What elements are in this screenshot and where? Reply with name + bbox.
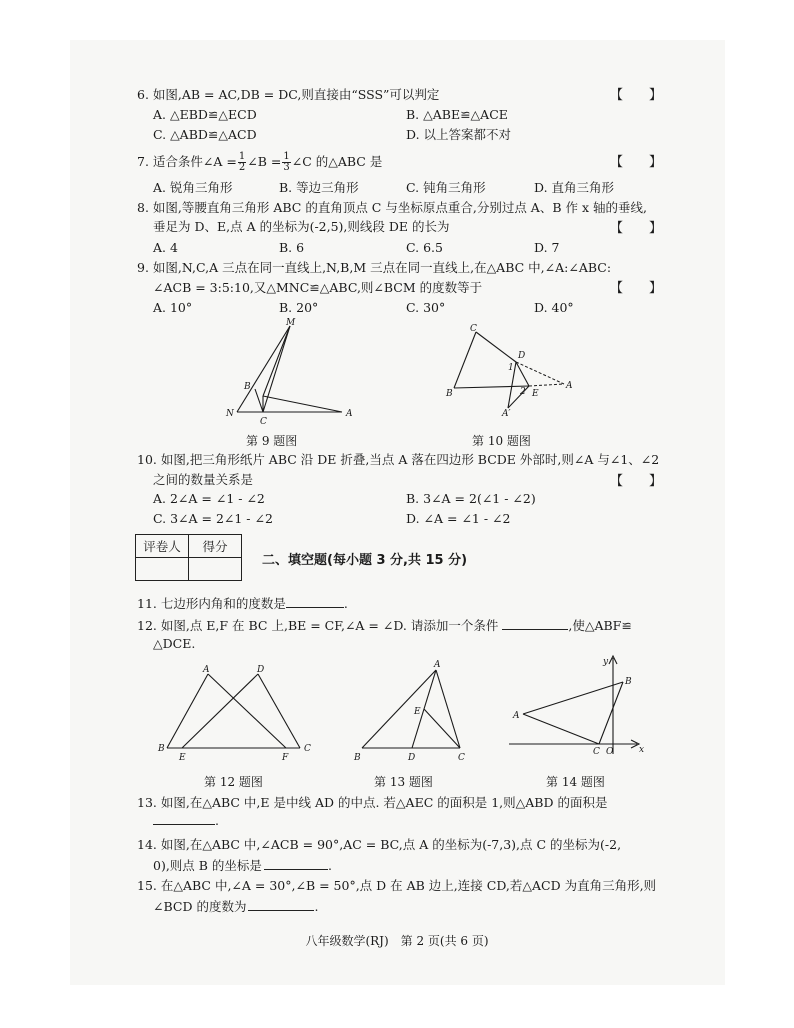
frac-denominator: 3 [283, 162, 290, 173]
q10-option-d: D. ∠A = ∠1 - ∠2 [406, 511, 511, 526]
q6-stem: 6. 如图,AB = AC,DB = DC,则直接由“SSS”可以判定 [137, 87, 440, 102]
figure-9 [220, 316, 360, 426]
fig14-label: x [639, 745, 645, 755]
frac-denominator: 2 [238, 162, 246, 173]
fig9-label: N [226, 409, 234, 419]
q7-option-b: B. 等边三角形 [279, 180, 359, 195]
q7-stem [137, 152, 382, 173]
q7-stem-part: ∠C 的△ABC 是 [291, 154, 383, 169]
q9-line2: ∠ACB = 3:5:10,又△MNC≌△ABC,则∠BCM 的度数等于 [153, 280, 483, 295]
fig14-label: B [625, 677, 632, 687]
q10-line1: 10. 如图,把三角形纸片 ABC 沿 DE 折叠,当点 A 落在四边形 BCDE 外部时,则∠A 与∠1、∠2 [137, 452, 660, 467]
fig13-label: A [434, 660, 441, 670]
q7-stem-part: ∠B = [247, 154, 282, 169]
q8-option-b: B. 6 [279, 240, 305, 255]
fig13-label: E [414, 707, 421, 717]
fig9-label: C [260, 417, 267, 426]
q11 [137, 595, 348, 612]
q11-text: 11. 七边形内角和的度数是 [137, 596, 286, 611]
fig14-label: A [513, 711, 520, 721]
q10-option-b: B. 3∠A = 2(∠1 - ∠2) [406, 491, 536, 506]
q7-stem-part: 7. 适合条件∠A = [137, 154, 237, 169]
q12-answer-blank[interactable] [502, 617, 568, 630]
q15-text: ∠BCD 的度数为 [153, 899, 247, 914]
fig14-label: y [603, 657, 609, 667]
section-2-title: 二、填空题(每小题 3 分,共 15 分) [262, 553, 468, 568]
reviewer-header: 评卷人 [136, 535, 189, 558]
score-table [135, 534, 242, 581]
fig12-label: C [304, 744, 311, 754]
fig12-label: A [203, 665, 210, 675]
q14-text: 0),则点 B 的坐标是 [153, 858, 262, 873]
q7-option-d: D. 直角三角形 [534, 180, 615, 195]
q13-answer-blank[interactable] [153, 812, 215, 825]
q6-option-a: A. △EBD≌△ECD [153, 107, 257, 122]
q9-answer-bracket: 【 】 [610, 281, 663, 296]
q7-answer-bracket: 【 】 [610, 155, 663, 170]
fig12-label: B [158, 744, 165, 754]
fig12-caption: 第 12 题图 [204, 775, 263, 789]
q14-line1: 14. 如图,在△ABC 中,∠ACB = 90°,AC = BC,点 A 的坐标为(-7,3),点 C 的坐标为(-2, [137, 837, 622, 852]
q12-line2: △DCE. [153, 636, 196, 651]
q14-end: . [327, 858, 332, 873]
q9-line1: 9. 如图,N,C,A 三点在同一直线上,N,B,M 三点在同一直线上,在△ABC 中,∠A:∠ABC: [137, 260, 612, 275]
q9-option-d: D. 40° [534, 300, 574, 315]
q12-line1 [137, 617, 632, 634]
fig9-label: A [346, 409, 353, 419]
fig10-label: A′ [502, 409, 511, 419]
q11-answer-blank[interactable] [286, 595, 344, 608]
q13-line1: 13. 如图,在△ABC 中,E 是中线 AD 的中点. 若△AEC 的面积是 1,则△ABD 的面积是 [137, 795, 608, 810]
frac-numerator: 1 [283, 151, 290, 162]
fig14-label: C [593, 747, 600, 757]
q15-line1: 15. 在△ABC 中,∠A = 30°,∠B = 50°,点 D 在 AB 边上,连接 CD,若△ACD 为直角三角形,则 [137, 878, 657, 893]
fig10-label: D [518, 351, 526, 361]
q12-text: 12. 如图,点 E,F 在 BC 上,BE = CF,∠A = ∠D. 请添加一个条件 [137, 618, 499, 633]
page-footer: 八年级数学(RJ) 第 2 页(共 6 页) [305, 934, 489, 948]
q10-answer-bracket: 【 】 [610, 474, 663, 489]
q13-end: . [215, 813, 219, 828]
fig9-caption: 第 9 题图 [246, 434, 298, 448]
fig9-label: B [244, 382, 251, 392]
q8-option-a: A. 4 [153, 240, 178, 255]
q9-option-b: B. 20° [279, 300, 319, 315]
q10-option-c: C. 3∠A = 2∠1 - ∠2 [153, 511, 273, 526]
fig14-label: O [606, 747, 614, 757]
fig12-label: E [179, 753, 186, 763]
fig9-label: M [286, 318, 296, 328]
fig10-label: B [446, 389, 453, 399]
q8-option-c: C. 6.5 [406, 240, 443, 255]
q7-fraction-half [238, 152, 246, 173]
q14-line2 [153, 857, 332, 874]
fig12-label: D [257, 665, 265, 675]
q13-line2 [153, 812, 219, 829]
q6-answer-bracket: 【 】 [610, 88, 663, 103]
figure-10 [440, 322, 590, 422]
fig10-label: A [566, 381, 573, 391]
frac-numerator: 1 [238, 151, 246, 162]
q12-text-tail: ,使△ABF≌ [568, 618, 632, 633]
fig13-caption: 第 13 题图 [374, 775, 433, 789]
q6-option-b: B. △ABE≌△ACE [406, 107, 508, 122]
q9-option-a: A. 10° [153, 300, 193, 315]
fig10-label: E [532, 389, 539, 399]
figure-14 [505, 652, 650, 762]
figure-12 [155, 660, 320, 765]
q8-option-d: D. 7 [534, 240, 560, 255]
fig13-label: B [354, 753, 361, 763]
q6-option-d: D. 以上答案都不对 [406, 127, 512, 142]
q6-option-c: C. △ABD≌△ACD [153, 127, 257, 142]
fig10-caption: 第 10 题图 [472, 434, 531, 448]
q7-option-c: C. 钝角三角形 [406, 180, 486, 195]
q15-answer-blank[interactable] [248, 898, 314, 911]
q8-line1: 8. 如图,等腰直角三角形 ABC 的直角顶点 C 与坐标原点重合,分别过点 A、B 作 x 轴的垂线, [137, 200, 647, 215]
fig10-label: C [470, 324, 477, 334]
score-header: 得分 [189, 535, 242, 558]
reviewer-cell[interactable] [136, 558, 189, 581]
q15-end: . [314, 899, 319, 914]
fig13-label: C [458, 753, 465, 763]
q7-option-a: A. 锐角三角形 [153, 180, 233, 195]
q9-option-c: C. 30° [406, 300, 446, 315]
fig14-caption: 第 14 题图 [546, 775, 605, 789]
fig12-label: F [282, 753, 289, 763]
q11-end: . [343, 596, 348, 611]
q8-answer-bracket: 【 】 [610, 221, 663, 236]
fig10-label: 2 [520, 387, 526, 397]
fig10-label: 1 [508, 363, 514, 373]
score-cell[interactable] [189, 558, 242, 581]
fig13-label: D [408, 753, 416, 763]
q15-line2 [153, 898, 318, 915]
q10-option-a: A. 2∠A = ∠1 - ∠2 [153, 491, 265, 506]
figure-13 [350, 656, 480, 766]
q10-line2: 之间的数量关系是 [153, 472, 254, 487]
q7-fraction-third [282, 152, 290, 173]
q8-line2: 垂足为 D、E,点 A 的坐标为(-2,5),则线段 DE 的长为 [153, 219, 450, 234]
q14-answer-blank[interactable] [264, 857, 328, 870]
